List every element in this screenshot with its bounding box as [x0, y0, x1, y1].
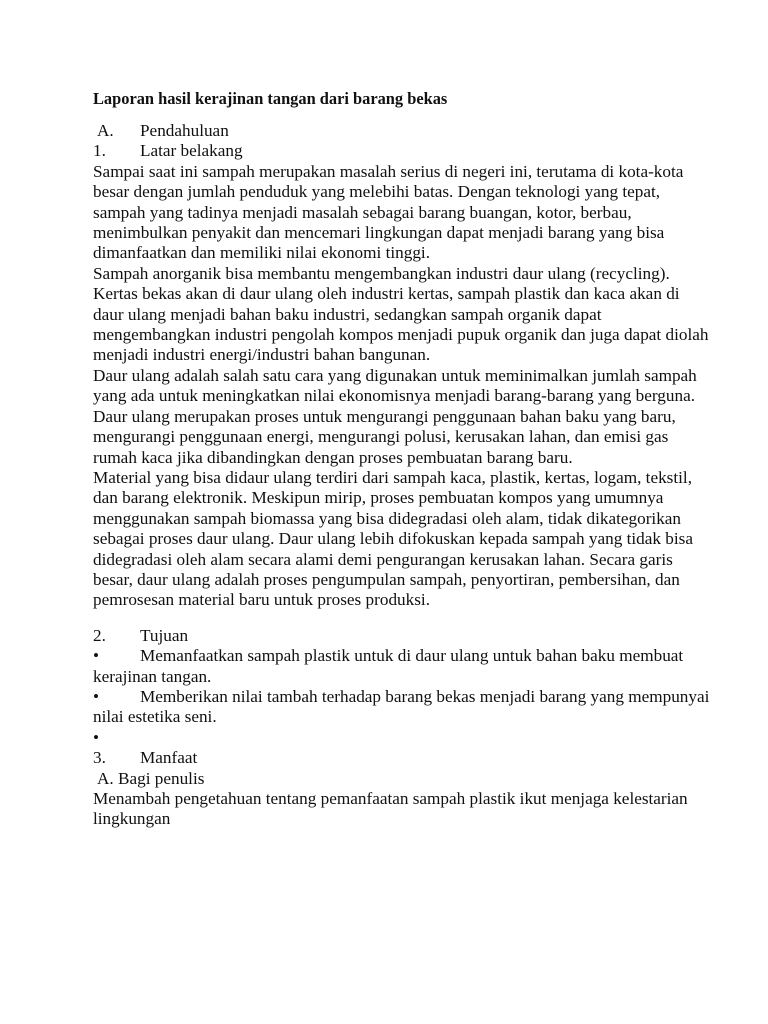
list-item-continuation: mempunyai nilai estetika seni. [93, 686, 710, 727]
list-item-empty [93, 728, 713, 748]
section-a-marker: A. [97, 121, 114, 140]
section-a-label: Pendahuluan [140, 121, 229, 140]
tujuan-label: Tujuan [140, 625, 189, 645]
list-item-continuation: membuat kerajinan tangan. [93, 646, 684, 686]
tujuan-marker: 2. [93, 625, 106, 645]
document-title: Laporan hasil kerajinan tangan dari barang bekas [93, 89, 448, 108]
latar-belakang-heading [93, 141, 713, 161]
manfaat-label: Manfaat [140, 748, 198, 768]
list-item [93, 646, 713, 687]
paragraph: Sampai saat ini sampah merupakan masalah serius di negeri ini, terutama di kota-kota besar dengan jumlah penduduk yang melebihi batas. Dengan teknologi yang tepat, sampah yang tadinya menjadi masalah sebagai barang buangan, kotor, berbau, menimbulkan penyakit dan mencemari lingkungan dapat menjadi barang yang bisa dimanfaatkan dan memiliki nilai ekonomi tinggi. [93, 161, 684, 263]
bullet-icon: • [93, 686, 100, 706]
manfaat-sub-heading: A. Bagi penulis [97, 768, 205, 788]
document-page [93, 89, 713, 830]
paragraph: Menambah pengetahuan tentang pemanfaatan sampah plastik ikut menjaga kelestarian lingkungan [93, 789, 688, 829]
latar-belakang-marker: 1. [93, 141, 106, 161]
list-item [93, 687, 713, 728]
tujuan-heading [93, 626, 713, 646]
latar-belakang-label: Latar belakang [140, 141, 243, 161]
blank-line [93, 611, 713, 626]
manfaat-heading [93, 748, 713, 768]
manfaat-marker: 3. [93, 748, 106, 768]
paragraph: Material yang bisa didaur ulang terdiri dari sampah kaca, plastik, kertas, logam, tekstil, dan barang elektronik. Meskipun mirip, proses pembuatan kompos yang umumnya menggunakan sampah biomassa yang bisa didegradasi oleh alam, tidak dikategorikan sebagai proses daur ulang. Daur ulang lebih difokuskan kepada sampah yang tidak bisa didegradasi oleh alam secara alami demi pengurangan kerusakan lahan. Secara garis besar, daur ulang adalah proses pengumpulan sampah, penyortiran, pembersihan, dan pemrosesan material baru untuk proses produksi. [93, 467, 693, 610]
bullet-icon: • [93, 646, 100, 666]
list-item-text: Memberikan nilai tambah terhadap barang bekas menjadi barang yang [140, 686, 624, 706]
section-a-heading [93, 121, 713, 141]
list-item-text: Memanfaatkan sampah plastik untuk di daur ulang untuk bahan baku [140, 646, 615, 666]
paragraph: Daur ulang adalah salah satu cara yang digunakan untuk meminimalkan jumlah sampah yang ada untuk meningkatkan nilai ekonomisnya menjadi barang-barang yang berguna. Daur ulang merupakan proses untuk mengurangi penggunaan bahan baku yang baru, mengurangi penggunaan energi, mengurangi polusi, kerusakan lahan, dan emisi gas rumah kaca jika dibandingkan dengan proses pembuatan barang baru. [93, 365, 697, 467]
paragraph: Sampah anorganik bisa membantu mengembangkan industri daur ulang (recycling). Kertas bekas akan di daur ulang oleh industri kertas, sampah plastik dan kaca akan di daur ulang menjadi bahan baku industri, sedangkan sampah organik dapat mengembangkan industri pengolah kompos menjadi pupuk organik dan juga dapat diolah menjadi industri energi/industri bahan bangunan. [93, 263, 709, 365]
bullet-icon: • [93, 727, 100, 747]
